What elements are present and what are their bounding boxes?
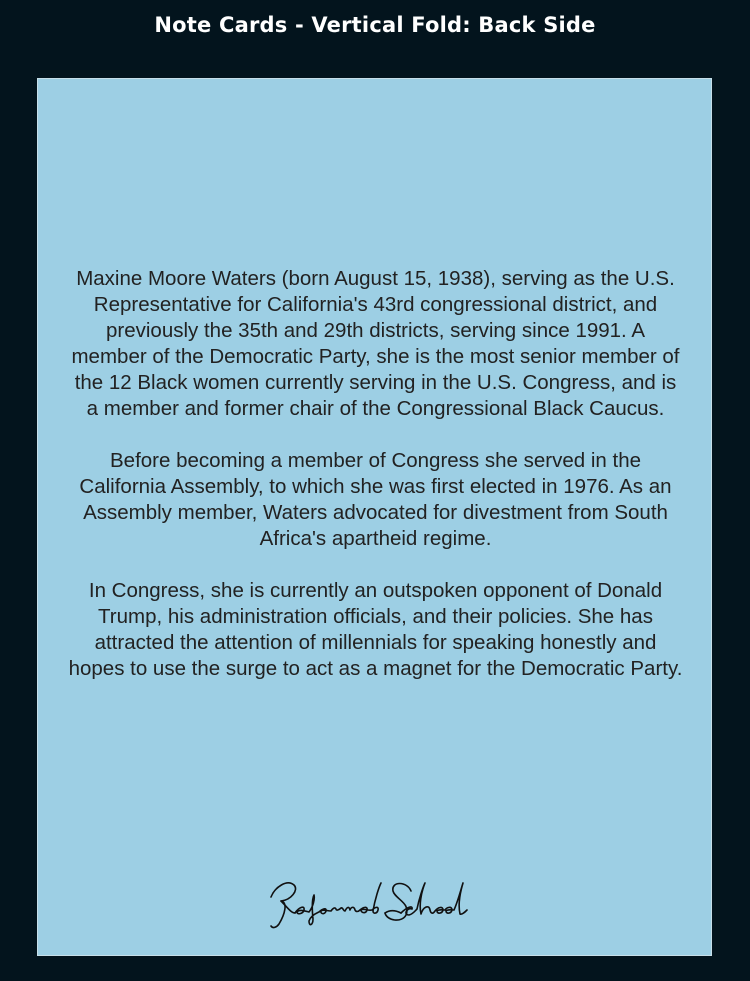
reformed-school-logo [261,869,501,939]
card-body-text [38,266,713,682]
card-paragraph-1: Maxine Moore Waters (born August 15, 1938), serving as the U.S. Representative for California's 43rd congressional district, and previously the 35th and 29th districts, serving since 1991. A member of the Democratic Party, she is the most senior member of the 12 Black women currently serving in the U.S. Congress, and is a member and former chair of the Congressional Black Caucus. [71,267,680,420]
page-title: Note Cards - Vertical Fold: Back Side [154,13,596,37]
note-card-back [37,78,712,956]
card-paragraph-3: In Congress, she is currently an outspoken opponent of Donald Trump, his administration officials, and their policies. She has attracted the attention of millennials for speaking honestly and hopes to use the surge to act as a magnet for the Democratic Party. [68,579,683,680]
card-paragraph-2: Before becoming a member of Congress she served in the California Assembly, to which she was first elected in 1976. As an Assembly member, Waters advocated for divestment from South Africa's apartheid regime. [79,449,672,550]
